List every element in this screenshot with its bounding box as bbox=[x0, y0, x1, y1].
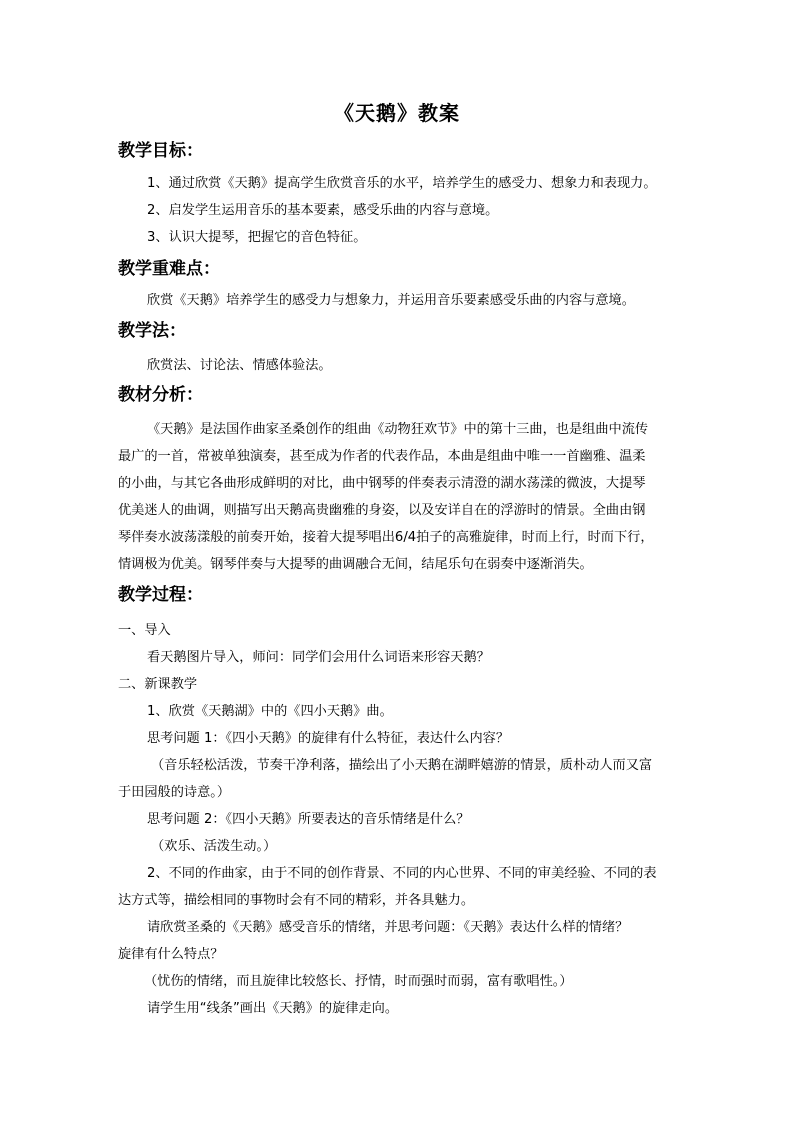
goal-item-2: 2、启发学生运用音乐的基本要素，感受乐曲的内容与意境。 bbox=[147, 203, 499, 218]
process-line-12: 请欣赏圣桑的《天鹅》感受音乐的情绪，并思考问题：《天鹅》表达什么样的情绪？ bbox=[147, 920, 629, 935]
process-line-9: （欢乐、活泼生动。） bbox=[151, 839, 277, 854]
process-line-13: 旋律有什么特点？ bbox=[118, 947, 224, 962]
analysis-line-5: 琴伴奏水波荡漾般的前奏开始，接着大提琴唱出6/4拍子的高雅旋律，时而上行，时而下行， bbox=[118, 530, 654, 545]
heading-analysis: 教材分析： bbox=[118, 385, 203, 405]
goal-item-1: 1、通过欣赏《天鹅》提高学生欣赏音乐的水平，培养学生的感受力、想象力和表现力。 bbox=[147, 176, 657, 191]
process-line-4: 1、欣赏《天鹅湖》中的《四小天鹅》曲。 bbox=[147, 704, 393, 719]
methods-text: 欣赏法、讨论法、情感体验法。 bbox=[147, 358, 332, 373]
process-line-1: 一、导入 bbox=[118, 623, 171, 638]
heading-goals: 教学目标： bbox=[118, 141, 203, 161]
key-points-text: 欣赏《天鹅》培养学生的感受力与想象力，并运用音乐要素感受乐曲的内容与意境。 bbox=[147, 293, 635, 308]
process-line-5: 思考问题 1：《四小天鹅》的旋律有什么特征，表达什么内容？ bbox=[147, 731, 510, 746]
analysis-line-2: 最广的一首，常被单独演奏，甚至成为作者的代表作品，本曲是组曲中唯一一首幽雅、温柔 bbox=[118, 449, 646, 464]
analysis-line-6: 情调极为优美。钢琴伴奏与大提琴的曲调融合无间，结尾乐句在弱奏中逐渐消失。 bbox=[118, 557, 593, 572]
process-line-7: 于田园般的诗意。） bbox=[118, 785, 231, 800]
analysis-line-1: 《天鹅》是法国作曲家圣桑创作的组曲《动物狂欢节》中的第十三曲，也是组曲中流传 bbox=[147, 422, 649, 437]
heading-key-points: 教学重难点： bbox=[118, 259, 220, 279]
analysis-line-4: 优美迷人的曲调，则描写出天鹅高贵幽雅的身姿，以及安详自在的浮游时的情景。全曲由钢 bbox=[118, 503, 646, 518]
process-line-11: 达方式等，描绘相同的事物时会有不同的精彩，并各具魅力。 bbox=[118, 893, 475, 908]
process-line-10: 2、不同的作曲家，由于不同的创作背景、不同的内心世界、不同的审美经验、不同的表 bbox=[147, 866, 657, 881]
process-line-2: 看天鹅图片导入，师问：同学们会用什么词语来形容天鹅？ bbox=[147, 650, 490, 665]
heading-process: 教学过程： bbox=[118, 585, 203, 605]
process-line-8: 思考问题 2：《四小天鹅》所要表达的音乐情绪是什么？ bbox=[147, 812, 470, 827]
process-line-3: 二、新课教学 bbox=[118, 677, 198, 692]
process-line-15: 请学生用“线条”画出《天鹅》的旋律走向。 bbox=[147, 1001, 399, 1016]
process-line-6: （音乐轻松活泼，节奏干净利落，描绘出了小天鹅在湖畔嬉游的情景，质朴动人而又富 bbox=[151, 758, 653, 773]
analysis-line-3: 的小曲，与其它各曲形成鲜明的对比，曲中钢琴的伴奏表示清澄的湖水荡漾的微波，大提琴 bbox=[118, 476, 646, 491]
goal-item-3: 3、认识大提琴，把握它的音色特征。 bbox=[147, 230, 367, 245]
document-title: 《天鹅》教案 bbox=[334, 101, 460, 125]
process-line-14: （忧伤的情绪，而且旋律比较悠长、抒情，时而强时而弱，富有歌唱性。） bbox=[144, 974, 573, 989]
heading-methods: 教学法： bbox=[118, 321, 186, 341]
